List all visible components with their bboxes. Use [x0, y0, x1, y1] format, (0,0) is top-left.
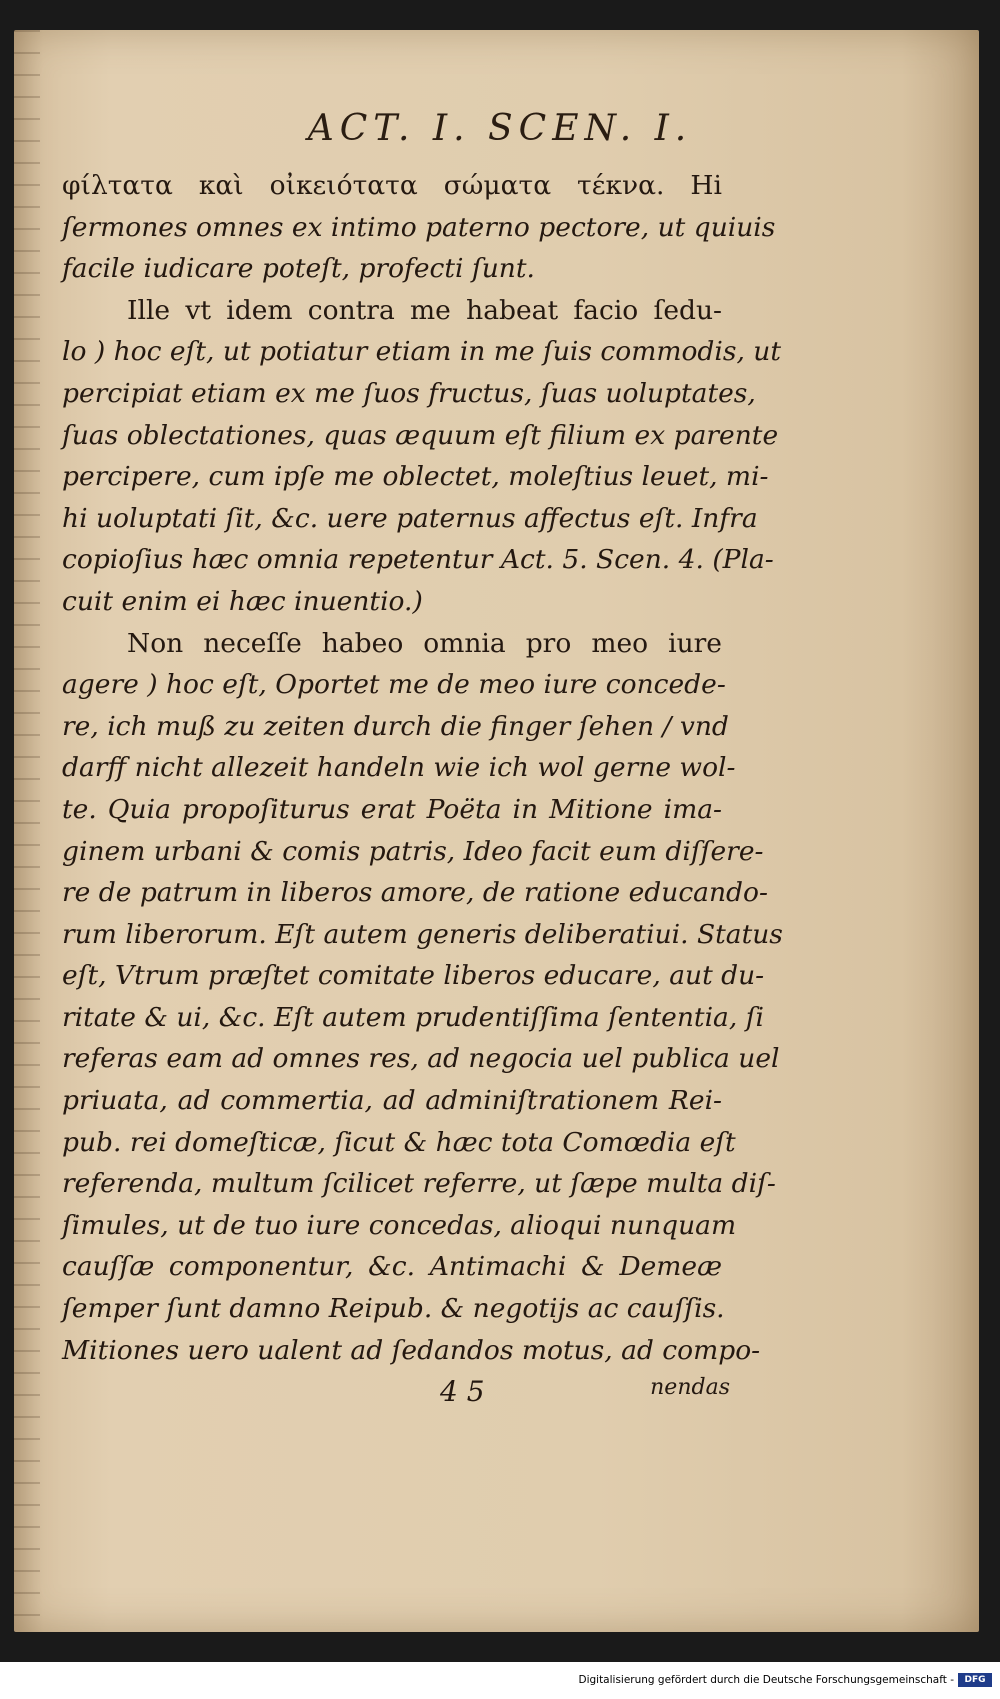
text-line: rum liberorum. Eſt autem generis deliberatiui. Status: [62, 918, 783, 950]
footer: [0, 1666, 1000, 1699]
footer-credit: Digitalisierung gefördert durch die Deutsche Forschungsgemeinschaft -: [578, 1674, 954, 1686]
text-line: lo ) hoc eſt, ut potiatur etiam in me ſuis commodis, ut: [62, 336, 782, 368]
text-line: ſimules, ut de tuo iure concedas, alioqui nunquam: [62, 1209, 737, 1241]
signature-line: [440, 1375, 730, 1415]
text-line: facile iudicare poteſt, profecti ſunt.: [62, 253, 535, 285]
text-line: percipiat etiam ex me ſuos fructus, ſuas uoluptates,: [62, 377, 756, 409]
text-line: referenda, multum ſcilicet referre, ut ſæpe multa diſ-: [62, 1168, 776, 1200]
signature-mark: 4 5: [440, 1375, 485, 1408]
text-line: Mitiones uero ualent ad ſedandos motus, ad compo-: [62, 1334, 761, 1366]
text-line: cuit enim ei hæc inuentio.): [62, 585, 423, 617]
text-line: eſt, Vtrum præſtet comitate liberos educare, aut du-: [62, 960, 765, 992]
dfg-logo: DFG: [958, 1673, 992, 1687]
text-line: re de patrum in liberos amore, de ratione educando-: [62, 877, 768, 909]
text-line: hi uoluptati ſit, &c. uere paternus affectus eſt. Infra: [62, 502, 758, 534]
text-line: Ille vt idem contra me habeat facio ſedu-: [127, 294, 722, 326]
text-line: percipere, cum ipſe me oblectet, moleſtius leuet, mi-: [62, 461, 769, 493]
text-line: φίλτατα καὶ οἰκειότατα σώματα τέκνα. Hi: [62, 170, 722, 201]
text-line: ſermones omnes ex intimo paterno pectore, ut quiuis: [62, 211, 776, 243]
text-block: [62, 165, 783, 1371]
text-line: ſuas oblectationes, quas æquum eſt filium ex parente: [62, 419, 779, 451]
text-line: pub. rei domeſticæ, ſicut & hæc tota Comœdia eſt: [62, 1126, 736, 1158]
text-line: Non neceſſe habeo omnia pro meo iure: [127, 627, 722, 659]
text-line: darff nicht allezeit handeln wie ich wol gerne wol-: [62, 752, 736, 784]
text-line: priuata, ad commertia, ad adminiſtrationem Rei-: [62, 1085, 722, 1117]
text-line: agere ) hoc eſt, Oportet me de meo iure concede-: [62, 669, 726, 701]
text-line: cauſſæ componentur, &c. Antimachi & Demeæ: [62, 1251, 722, 1283]
text-line: te. Quia propoſiturus erat Poëta in Mitione ima-: [62, 793, 722, 825]
text-line: ginem urbani & comis patris, Ideo facit eum diſſere-: [62, 835, 764, 867]
text-line: ritate & ui, &c. Eſt autem prudentiſſima ſententia, ſi: [62, 1001, 764, 1033]
text-line: re, ich muß zu zeiten durch die finger ſehen / vnd: [62, 710, 729, 742]
text-line: referas eam ad omnes res, ad negocia uel publica uel: [62, 1043, 780, 1075]
running-header: ACT. I. SCEN. I.: [307, 108, 693, 149]
catchword: nendas: [650, 1375, 730, 1400]
text-line: ſemper ſunt damno Reipub. & negotijs ac cauſſis.: [62, 1293, 725, 1325]
text-line: copioſius hæc omnia repetentur Act. 5. Scen. 4. (Pla-: [62, 544, 774, 576]
